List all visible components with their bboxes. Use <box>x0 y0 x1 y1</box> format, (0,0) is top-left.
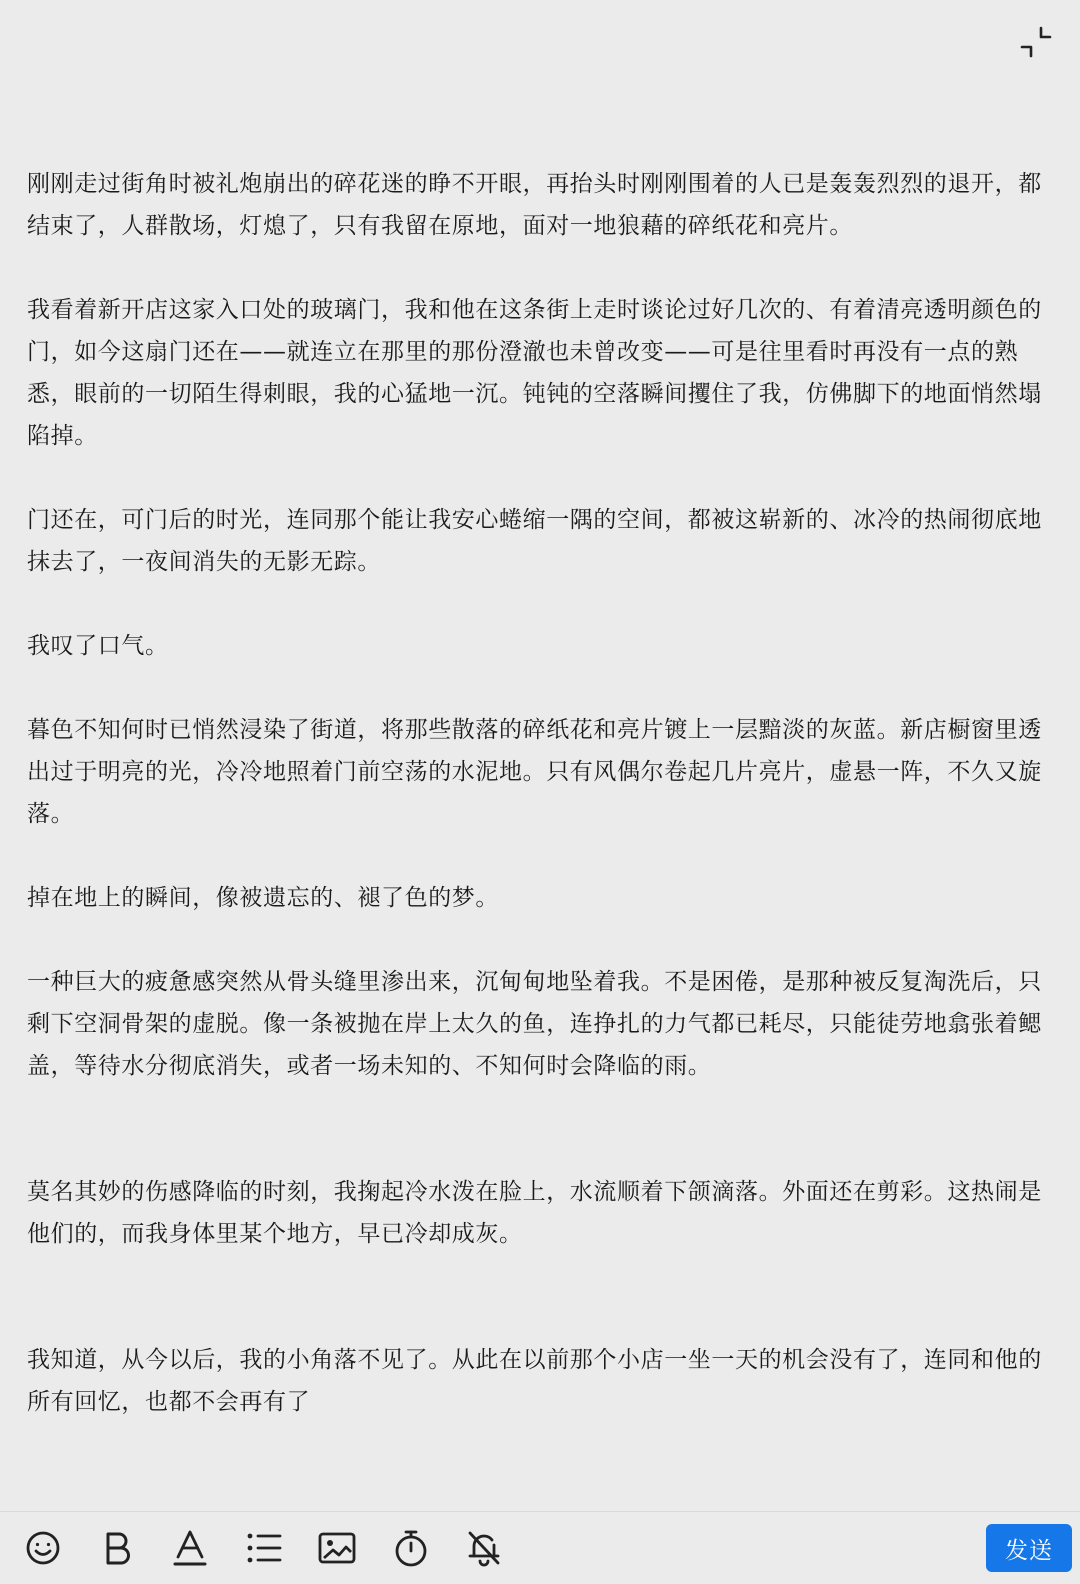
editor-toolbar <box>0 1511 1080 1584</box>
image-icon[interactable] <box>314 1525 360 1571</box>
bold-icon[interactable] <box>94 1525 140 1571</box>
collapse-icon[interactable] <box>1016 22 1056 62</box>
timer-icon[interactable] <box>388 1525 434 1571</box>
paragraph-1: 刚刚走过街角时被礼炮崩出的碎花迷的睁不开眼，再抬头时刚刚围着的人已是轰轰烈烈的退开，都结束了，人群散场，灯熄了，只有我留在原地，面对一地狼藉的碎纸花和亮片。 <box>27 171 1042 239</box>
paragraph-2: 我看着新开店这家入口处的玻璃门，我和他在这条街上走时谈论过好几次的、有着清亮透明颜色的门，如今这扇门还在——就连立在那里的那份澄澈也未曾改变——可是往里看时再没有一点的熟悉，眼前的一切陌生得刺眼，我的心猛地一沉。钝钝的空落瞬间攫住了我，仿佛脚下的地面悄然塌陷掉。 <box>27 297 1042 449</box>
paragraph-8: 莫名其妙的伤感降临的时刻，我掬起冷水泼在脸上，水流顺着下颌滴落。外面还在剪彩。这热闹是他们的，而我身体里某个地方，早已冷却成灰。 <box>27 1179 1042 1247</box>
list-icon[interactable] <box>241 1525 287 1571</box>
emoji-icon[interactable] <box>20 1525 66 1571</box>
paragraph-6: 掉在地上的瞬间，像被遗忘的、褪了色的梦。 <box>27 885 499 911</box>
send-button[interactable]: 发送 <box>986 1524 1072 1572</box>
text-color-icon[interactable] <box>167 1525 213 1571</box>
paragraph-9: 我知道，从今以后，我的小角落不见了。从此在以前那个小店一坐一天的机会没有了，连同和他的所有回忆，也都不会再有了 <box>27 1347 1042 1415</box>
mute-icon[interactable] <box>461 1525 507 1571</box>
editor-content[interactable] <box>27 163 1053 1423</box>
paragraph-7: 一种巨大的疲惫感突然从骨头缝里渗出来，沉甸甸地坠着我。不是困倦，是那种被反复淘洗后，只剩下空洞骨架的虚脱。像一条被抛在岸上太久的鱼，连挣扎的力气都已耗尽，只能徒劳地翕张着鳃盖，等待水分彻底消失，或者一场未知的、不知何时会降临的雨。 <box>27 969 1042 1079</box>
paragraph-3: 门还在，可门后的时光，连同那个能让我安心蜷缩一隅的空间，都被这崭新的、冰冷的热闹彻底地抹去了，一夜间消失的无影无踪。 <box>27 507 1042 575</box>
paragraph-5: 暮色不知何时已悄然浸染了街道，将那些散落的碎纸花和亮片镀上一层黯淡的灰蓝。新店橱窗里透出过于明亮的光，冷冷地照着门前空荡的水泥地。只有风偶尔卷起几片亮片，虚悬一阵，不久又旋落。 <box>27 717 1042 827</box>
paragraph-4: 我叹了口气。 <box>27 633 169 659</box>
